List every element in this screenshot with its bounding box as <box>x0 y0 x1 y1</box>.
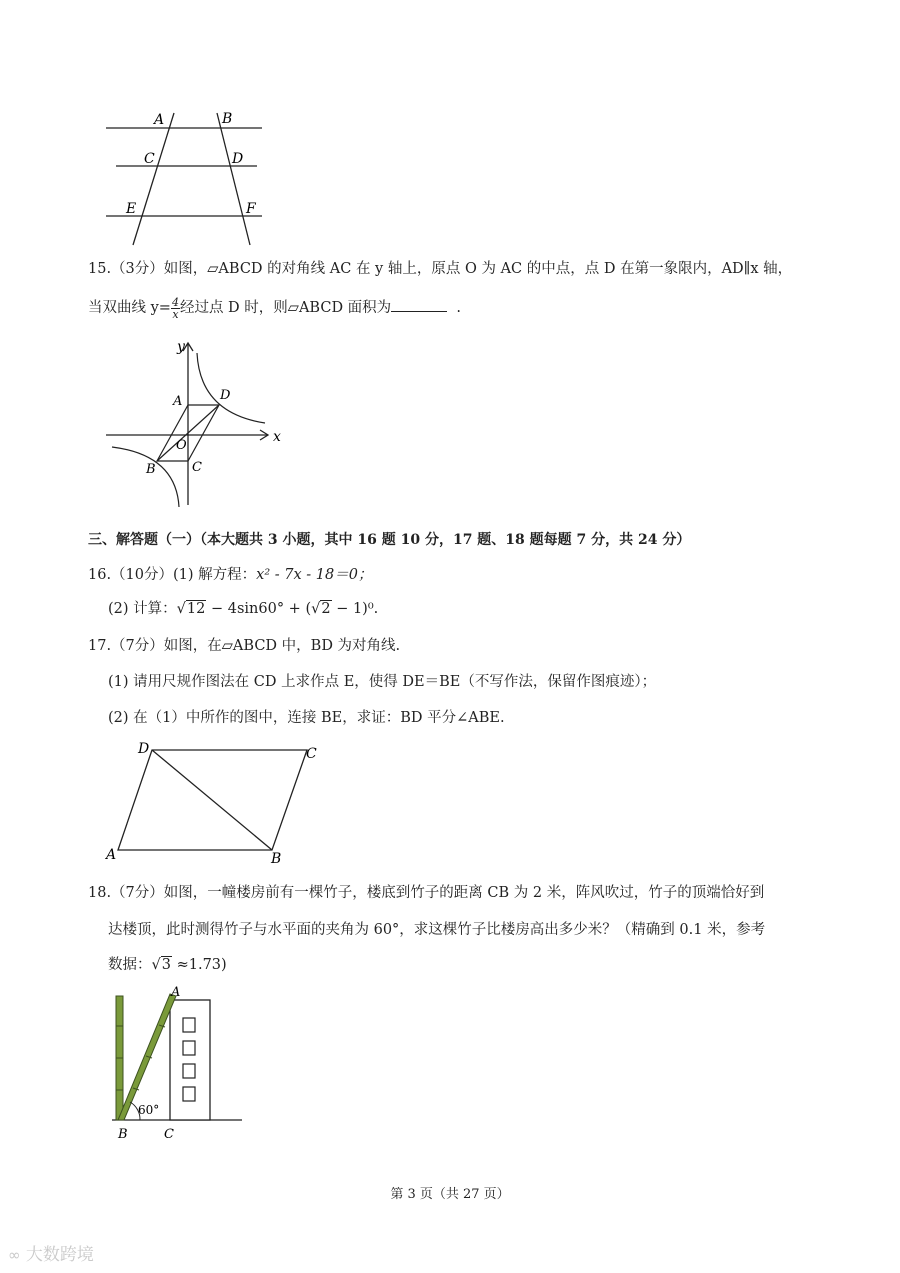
point-D: D <box>220 388 231 403</box>
vertex-A: A <box>106 847 117 863</box>
point-A: A <box>173 394 183 409</box>
q16-line2-pre: (2) 计算： <box>108 601 177 617</box>
label-A: A <box>154 112 165 128</box>
vertex-D: D <box>138 741 150 757</box>
q15-line2-end: . <box>456 300 462 316</box>
point-O: O <box>176 438 187 453</box>
q17-line2: (1) 请用尺规作图法在 CD 上求作点 E，使得 DE＝BE（不写作法，保留作图痕迹）； <box>108 674 657 690</box>
point-C-base: C <box>164 1127 174 1142</box>
q15-line2-pre: 当双曲线 y= <box>88 300 171 316</box>
q15-frac-num: 4 <box>171 295 179 309</box>
q16-post: − 1)⁰. <box>331 601 379 617</box>
point-C: C <box>192 460 202 475</box>
watermark-logo-icon: ∞ <box>8 1246 21 1264</box>
point-A-top: A <box>171 985 181 1000</box>
q18-line1: 18.（7分）如图，一幢楼房前有一棵竹子，楼底到竹子的距离 CB 为 2 米，阵风吹过，竹子的顶端恰好到 <box>88 885 765 901</box>
q15-frac-den: x <box>172 307 179 321</box>
q18-line3-pre: 数据： <box>108 957 152 973</box>
parallelogram-figure <box>100 738 330 866</box>
q16-equation: x² - 7x - 18＝0； <box>256 567 373 583</box>
watermark-text: 大数跨境 <box>25 1245 94 1265</box>
label-E: E <box>126 201 137 217</box>
answer-blank <box>391 299 447 312</box>
label-F: F <box>246 201 256 217</box>
q17-line1: 17.（7分）如图，在▱ABCD 中，BD 为对角线. <box>88 638 401 654</box>
axis-x-label: x <box>273 429 281 445</box>
q15-line1: 15.（3分）如图，▱ABCD 的对角线 AC 在 y 轴上，原点 O 为 AC 的中点，点 D 在第一象限内，AD∥x 轴， <box>88 261 793 277</box>
watermark <box>8 1240 94 1265</box>
sqrt-2: 2 <box>321 601 331 617</box>
bamboo-building-figure <box>100 982 250 1144</box>
vertex-C: C <box>306 746 317 762</box>
point-B: B <box>146 462 156 477</box>
page-footer: 第 3 页（共 27 页） <box>390 1187 510 1202</box>
q15-fraction <box>171 297 180 320</box>
q15-line2-post: 经过点 D 时，则▱ABCD 面积为 <box>179 300 392 316</box>
q18-line3: 数据：√3 ≈1.73) <box>108 957 227 973</box>
section-heading: 三、解答题（一）（本大题共 3 小题，其中 16 题 10 分，17 题、18 题每题 7 分，共 24 分） <box>88 532 691 548</box>
q16-mid: − 4sin60° + ( <box>206 601 312 617</box>
hyperbola-figure <box>100 335 290 513</box>
q16-line2: (2) 计算：√12 − 4sin60° + (√2 − 1)⁰. <box>108 601 379 617</box>
q16-line1-pre: 16.（10分）(1) 解方程： <box>88 567 257 583</box>
q18-line2: 达楼顶，此时测得竹子与水平面的夹角为 60°，求这棵竹子比楼房高出多少米？（精确到 0.1 米，参考 <box>108 922 766 938</box>
vertex-B: B <box>271 851 282 866</box>
q17-line3: (2) 在（1）中所作的图中，连接 BE，求证：BD 平分∠ABE. <box>108 710 505 726</box>
q16-line1 <box>88 563 372 584</box>
label-D: D <box>232 151 244 167</box>
q18-line3-post: ≈1.73) <box>171 957 227 973</box>
sqrt-3: 3 <box>161 957 171 973</box>
angle-label: 60° <box>138 1103 160 1117</box>
sqrt-12: 12 <box>186 601 206 617</box>
point-B-base: B <box>118 1127 128 1142</box>
label-B: B <box>222 111 233 127</box>
parallel-lines-figure <box>100 105 270 250</box>
axis-y-label: y <box>177 339 185 355</box>
label-C: C <box>144 151 155 167</box>
q15-line2 <box>88 296 461 320</box>
